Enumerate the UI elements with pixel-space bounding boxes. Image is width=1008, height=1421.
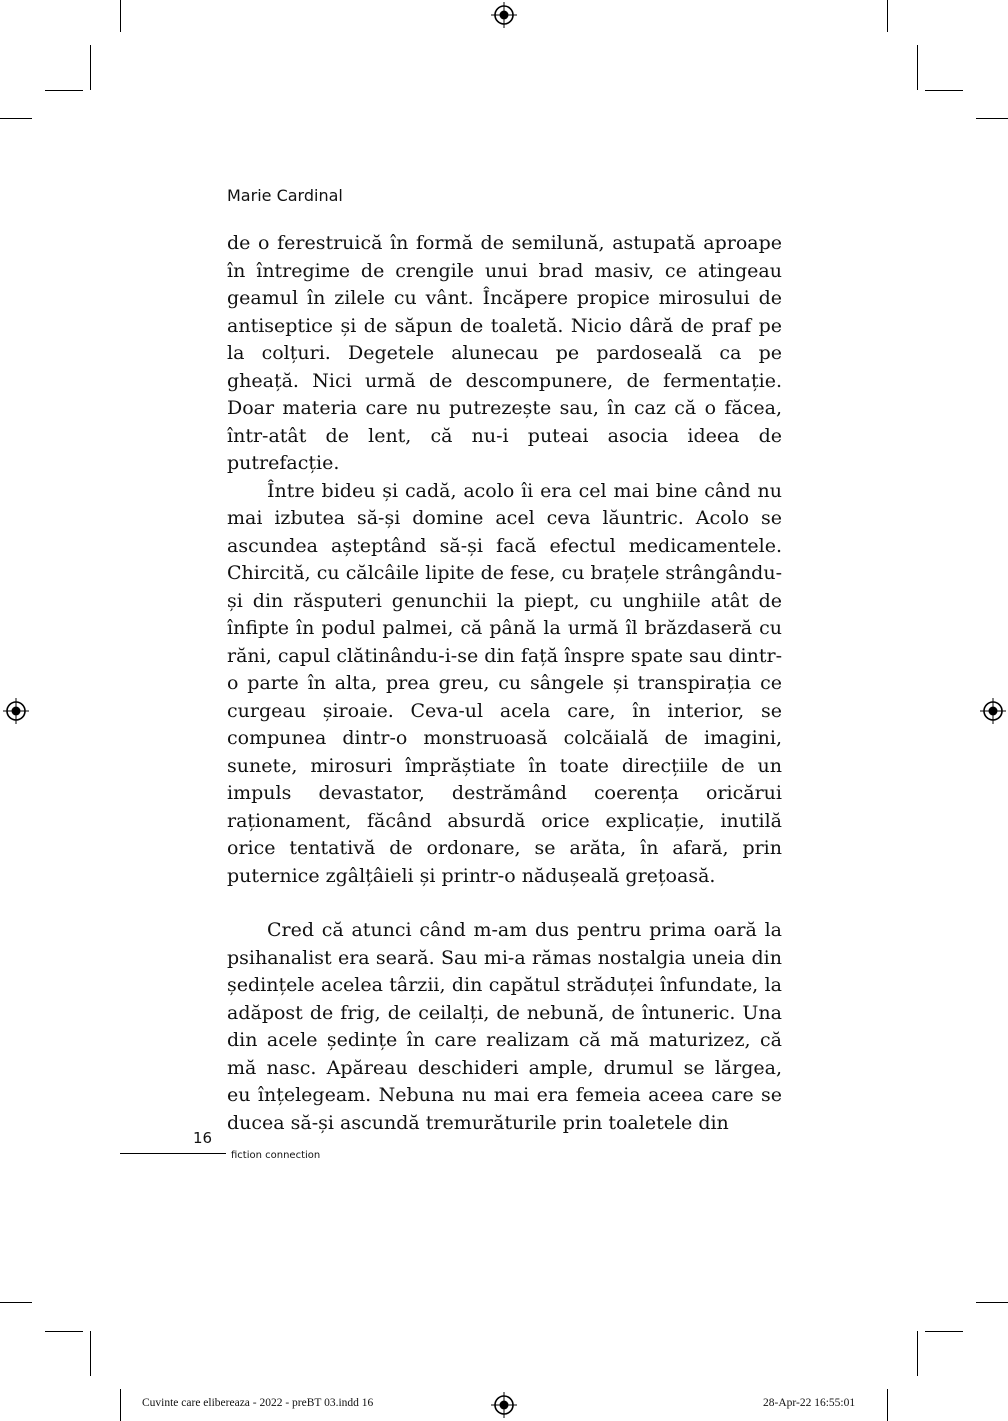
paragraph: Cred că atunci când m-am dus pentru prima oară la psihanalist era seară. Sau mi-a rămas nostalgia uneia din ședințele acelea târzii, din capătul străduței înfundate, la adăpost de frig, de ceilalți, de nebună, de întuneric. Una din acele ședințe în care realizam că mă maturizez, că mă nasc. Apăreau deschideri ample, drumul se lărgea, eu înțelegeam. Nebuna nu mai era femeia aceea care se ducea să-și ascundă tremurăturile prin toaletele din [227, 919, 782, 1134]
page-number: 16 [193, 1129, 213, 1147]
crop-mark [976, 118, 1008, 119]
registration-mark-icon [491, 2, 517, 28]
crop-mark [887, 0, 888, 32]
registration-mark-icon [491, 1392, 517, 1418]
crop-mark [120, 0, 121, 32]
paragraph: Între bideu și cadă, acolo îi era cel mai bine când nu mai izbutea să-și domine acel ceva lăuntric. Acolo se ascundea așteptând să-și facă efectul medicamentele. Chircită, cu călcâile lipite de fese, cu brațele strângându-și din răsputeri genunchii la piept, cu unghiile atât de înfipte în podul palmei, că până la urmă îl brăzdaseră cu răni, capul clătinându-i-se din față înspre spate sau dintr-o parte în alta, prea greu, cu sângele și transpirația ce curgeau șiroaie. Ceva-ul acela care, în interior, se compunea dintr-o monstruoasă colcăială de imagini, sunete, mirosuri împrăștiate în toate direcțiile de un impuls devastator, destrămând coerența oricărui raționament, făcând absurdă orice explicație, inutilă orice tentativă de ordonare, se arăta, în afară, prin puternice zgâlțâieli și printr-o nădușeală grețoasă. [227, 479, 782, 887]
crop-mark [925, 1331, 963, 1332]
crop-mark [90, 1331, 91, 1376]
slug-date: 28-Apr-22 16:55:01 [763, 1397, 856, 1409]
paragraph: de o ferestruică în formă de semilună, astupată aproape în întregime de crengile unui brad masiv, ce atingeau geamul în zilele cu vânt. Încăpere propice mirosului de antiseptice și de săpun de toaletă. Nicio dâră de praf pe la colțuri. Degetele alunecau pe pardoseală ca pe gheață. Nici urmă de descompunere, de fermentație. Doar materia care nu putrezește sau, în caz că o făcea, într-atât de lent, că nu-i puteai asocia ideea de putrefacție. [227, 232, 782, 474]
crop-mark [887, 1389, 888, 1421]
crop-mark [0, 118, 32, 119]
body-text [227, 230, 782, 1137]
crop-mark [917, 45, 918, 90]
running-head: Marie Cardinal [227, 186, 343, 205]
crop-mark [45, 1331, 83, 1332]
folio-rule [120, 1153, 226, 1154]
crop-mark [90, 45, 91, 90]
crop-mark [0, 1302, 32, 1303]
crop-mark [45, 90, 83, 91]
crop-mark [917, 1331, 918, 1376]
crop-mark [925, 90, 963, 91]
registration-mark-icon [3, 698, 29, 724]
crop-mark [976, 1302, 1008, 1303]
crop-mark [120, 1389, 121, 1421]
registration-mark-icon [980, 698, 1006, 724]
publisher-line: fiction connection [231, 1150, 321, 1161]
slug-file-name: Cuvinte care elibereaza - 2022 - preBT 03.indd 16 [142, 1397, 374, 1409]
